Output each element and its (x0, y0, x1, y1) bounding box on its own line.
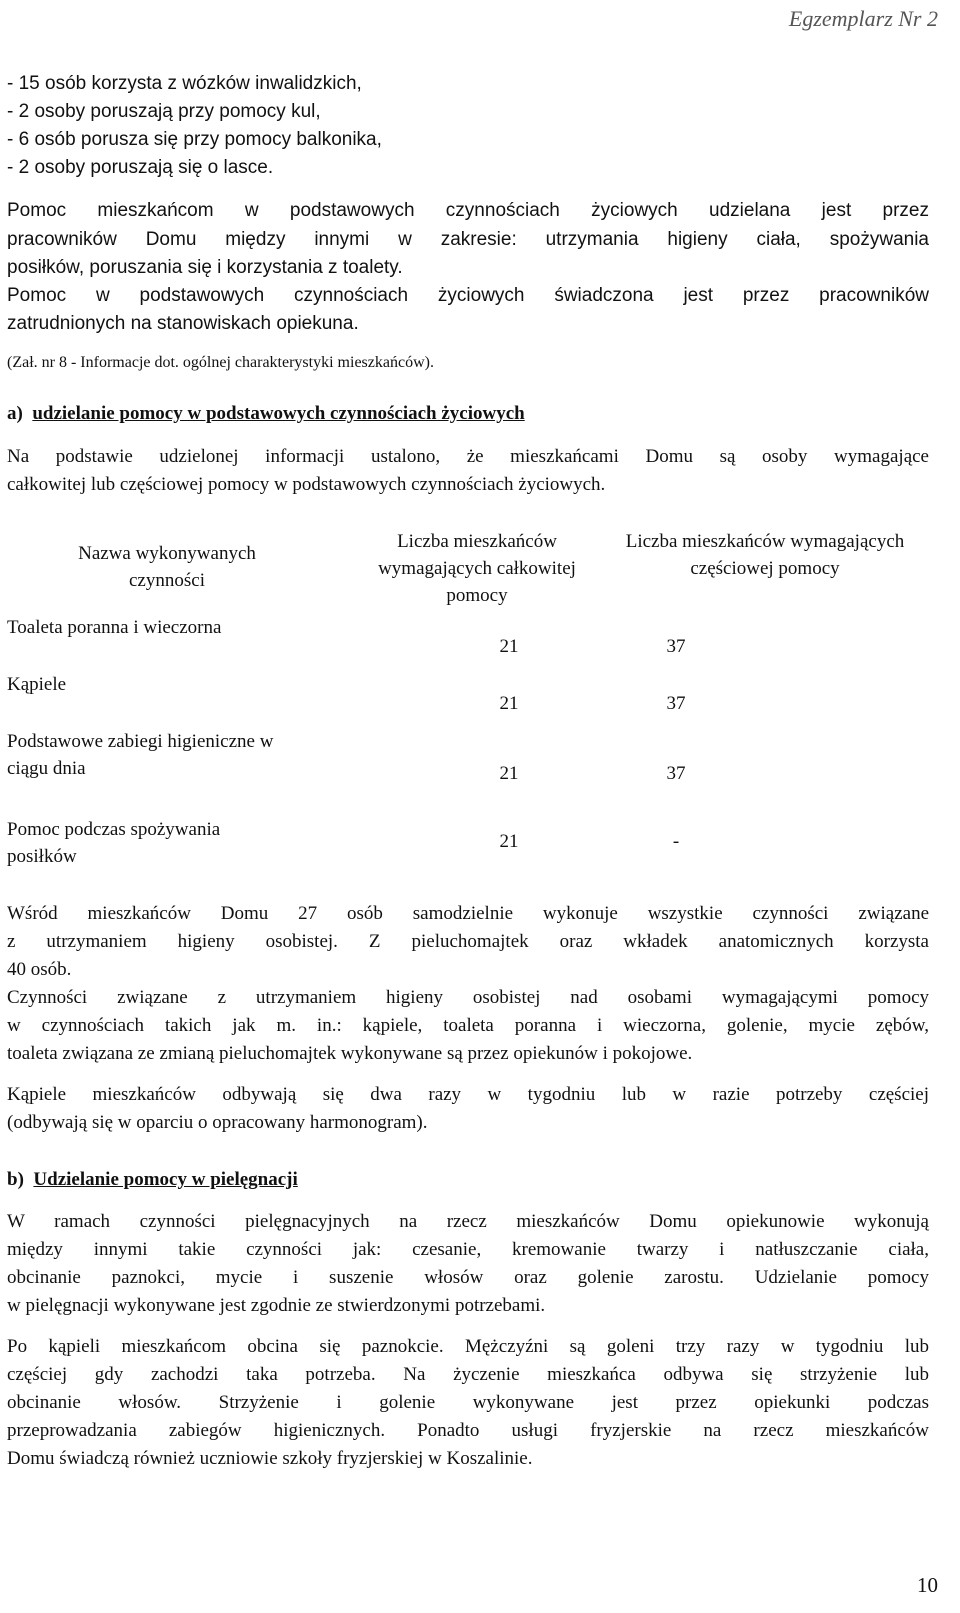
paragraph-line: (odbywają się w oparciu o opracowany harmonogram). (7, 1112, 428, 1133)
full-help-cell (337, 728, 601, 810)
partial-help-cell (601, 614, 931, 671)
paragraph-line: posiłków, poruszania się i korzystania z toalety. (7, 257, 403, 278)
cell-value: 37 (666, 762, 686, 784)
section-heading-a (7, 402, 525, 426)
cell-value: 21 (499, 762, 519, 784)
paragraph-line: zatrudnionych na stanowiskach opiekuna. (7, 313, 359, 334)
paragraph-line: Po kąpieli mieszkańcom obcina się paznokcie. Mężczyźni są goleni trzy razy w tygodniu lub (7, 1336, 929, 1357)
full-help-cell (337, 671, 601, 728)
section-prefix: b) (7, 1169, 24, 1190)
section-title: Udzielanie pomocy w pielęgnacji (33, 1169, 298, 1190)
header-text: Liczba mieszkańców wymagających całkowitej pomocy (378, 531, 576, 606)
paragraph-line: Na podstawie udzielonej informacji ustalono, że mieszkańcami Domu są osoby wymagające (7, 446, 929, 467)
full-help-cell (337, 614, 601, 671)
paragraph-line: między innymi takie czynności jak: czesanie, kremowanie twarzy i natłuszczanie ciała, (7, 1239, 929, 1260)
list-item: - 15 osób korzysta z wózków inwalidzkich, (7, 73, 362, 94)
paragraph-line: obcinanie włosów. Strzyżenie i golenie wykonywane jest przez opiekunki podczas (7, 1392, 929, 1413)
paragraph-line: częściej gdy zachodzi taka potrzeba. Na życzenie mieszkańca odbywa się strzyżenie lub (7, 1364, 929, 1385)
attachment-note: (Zał. nr 8 - Informacje dot. ogólnej charakterystyki mieszkańców). (7, 354, 434, 371)
paragraph-line: Czynności związane z utrzymaniem higieny osobistej nad osobami wymagającymi pomocy (7, 987, 929, 1008)
header-text: Nazwa wykonywanych czynności (78, 543, 256, 591)
paragraph-line: Pomoc mieszkańcom w podstawowych czynnościach życiowych udzielana jest przez (7, 200, 929, 221)
table-row (7, 810, 931, 872)
paragraph-line: 40 osób. (7, 959, 72, 980)
list-item: - 2 osoby poruszają przy pomocy kul, (7, 101, 321, 122)
cell-value: 37 (666, 636, 686, 657)
activity-cell: Toaleta poranna i wieczorna (7, 617, 222, 638)
section-heading-b (7, 1168, 298, 1192)
table-row (7, 671, 931, 728)
page-number: 10 (917, 1573, 938, 1597)
page-header-edition: Egzemplarz Nr 2 (788, 6, 938, 31)
cell-value: 37 (666, 693, 686, 714)
section-title: udzielanie pomocy w podstawowych czynnościach życiowych (32, 403, 525, 424)
paragraph-line: toaleta związana ze zmianą pieluchomajtek wykonywane są przez opiekunów i pokojowe. (7, 1043, 693, 1064)
paragraph-line: obcinanie paznokci, mycie i suszenie włosów oraz golenie zarostu. Udzielanie pomocy (7, 1267, 929, 1288)
full-help-cell (337, 810, 601, 872)
table-header-row (7, 528, 931, 614)
table-row (7, 614, 931, 671)
table-header-partial-help (601, 528, 931, 614)
table-row (7, 728, 931, 810)
paragraph-line: pracowników Domu między innymi w zakresie: utrzymania higieny ciała, spożywania (7, 229, 929, 250)
table-header-full-help (337, 528, 601, 614)
list-item: - 6 osób porusza się przy pomocy balkonika, (7, 129, 382, 150)
paragraph-line: Pomoc w podstawowych czynnościach życiowych świadczona jest przez pracowników (7, 285, 929, 306)
paragraph-line: Wśród mieszkańców Domu 27 osób samodzielnie wykonuje wszystkie czynności związane (7, 903, 929, 924)
list-item: - 2 osoby poruszają się o lasce. (7, 157, 274, 178)
paragraph-line: przeprowadzania zabiegów higienicznych. Ponadto usługi fryzjerskie na rzecz mieszkańców (7, 1420, 929, 1441)
header-text: Liczba mieszkańców wymagających częściowej pomocy (625, 531, 905, 579)
partial-help-cell (601, 728, 931, 810)
cell-value: 21 (499, 693, 519, 714)
activity-cell: Kąpiele (7, 674, 67, 695)
activity-cell: Podstawowe zabiegi higieniczne w ciągu dnia (7, 731, 274, 779)
partial-help-cell (601, 671, 931, 728)
care-needs-table (7, 528, 931, 872)
paragraph-line: W ramach czynności pielęgnacyjnych na rzecz mieszkańców Domu opiekunowie wykonują (7, 1211, 929, 1232)
paragraph-line: w pielęgnacji wykonywane jest zgodnie ze stwierdzonymi potrzebami. (7, 1295, 546, 1316)
paragraph-line: całkowitej lub częściowej pomocy w podstawowych czynnościach życiowych. (7, 474, 606, 495)
paragraph-line: z utrzymaniem higieny osobistej. Z pieluchomajtek oraz wkładek anatomicznych korzysta (7, 931, 929, 952)
section-prefix: a) (7, 403, 23, 424)
cell-value: - (672, 830, 680, 852)
cell-value: 21 (499, 636, 519, 657)
table-header-activity (7, 528, 337, 614)
partial-help-cell (601, 810, 931, 872)
cell-value: 21 (499, 830, 519, 852)
paragraph-line: Domu świadczą również uczniowie szkoły fryzjerskiej w Koszalinie. (7, 1448, 533, 1469)
activity-cell: Pomoc podczas spożywania posiłków (7, 819, 221, 867)
paragraph-line: Kąpiele mieszkańców odbywają się dwa razy w tygodniu lub w razie potrzeby częściej (7, 1084, 929, 1105)
paragraph-line: w czynnościach takich jak m. in.: kąpiele, toaleta poranna i wieczorna, golenie, mycie zębów, (7, 1015, 929, 1036)
